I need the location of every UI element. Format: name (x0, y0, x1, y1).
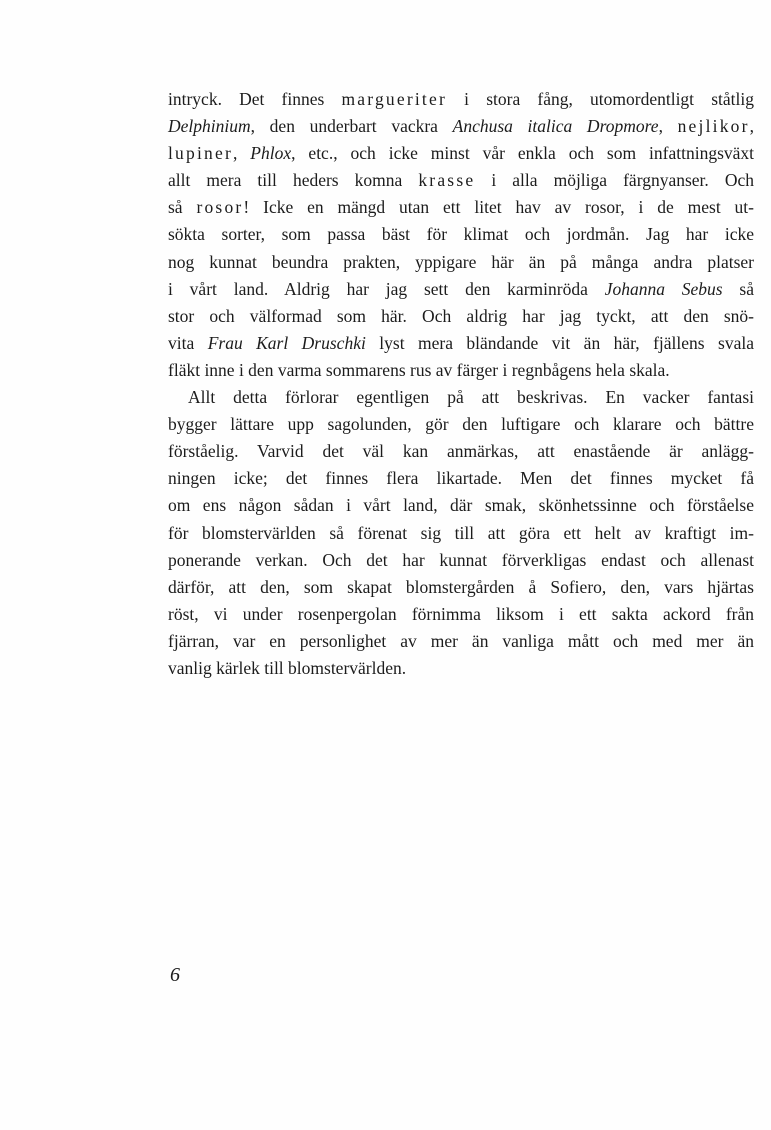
text-line (168, 601, 754, 628)
italic-text: Anchusa italica Dropmore (452, 116, 659, 137)
text-line (168, 628, 754, 655)
spaced-text: margueriter (341, 89, 447, 109)
text-line (168, 492, 754, 519)
text-run: stor och välformad som här. Och aldrig har jag tyckt, att den snö- (168, 305, 754, 326)
text-run: , (658, 116, 678, 137)
text-line (168, 465, 754, 492)
text-line (168, 330, 754, 357)
italic-text: Johanna Sebus (604, 278, 723, 299)
text-run: , (232, 143, 251, 164)
text-run: ponerande verkan. Och det har kunnat förverkligas endast och allenast (168, 549, 754, 570)
text-run: i vårt land. Aldrig har jag sett den karminröda (168, 278, 605, 299)
text-line (168, 520, 754, 547)
text-line (168, 140, 754, 167)
text-run: bygger lättare upp sagolunden, gör den luftigare och klarare och bättre (168, 414, 754, 435)
spaced-text: rosor (196, 197, 244, 218)
spaced-text: lupiner (168, 143, 233, 164)
body-text (168, 86, 754, 682)
text-line (168, 194, 754, 221)
text-run: så (168, 197, 197, 218)
text-run: , (749, 116, 755, 137)
italic-text: Frau Karl Druschki (207, 332, 366, 353)
text-run: vanlig kärlek till blomstervärlden. (168, 657, 407, 678)
text-line (168, 411, 754, 438)
text-run: nog kunnat beundra prakten, yppigare här än på många andra platser (168, 251, 754, 272)
italic-text: Phlox (250, 143, 292, 164)
text-run: vita (168, 332, 208, 353)
text-line (168, 86, 754, 113)
text-line (168, 357, 754, 384)
text-run: därför, att den, som skapat blomstergården å Sofiero, den, vars hjärtas (168, 576, 754, 597)
text-run: förståelig. Varvid det väl kan anmärkas, att enastående är anlägg- (168, 441, 754, 462)
text-run: för blomstervärlden så förenat sig till att göra ett helt av kraftigt im- (168, 522, 754, 543)
text-line (168, 655, 754, 682)
text-line (168, 221, 754, 248)
text-run: lyst mera bländande vit än här, fjällens svala (365, 332, 755, 353)
text-run: allt mera till heders komna (168, 170, 419, 191)
text-line (168, 276, 754, 303)
spaced-text: nejlikor (677, 116, 750, 137)
text-line (168, 303, 754, 330)
text-run: Allt detta förlorar egentligen på att beskrivas. En vacker fantasi (188, 387, 754, 408)
text-line (168, 249, 754, 276)
text-run: intryck. Det finnes (168, 89, 342, 109)
text-run: ! Icke en mängd utan ett litet hav av rosor, i de mest ut- (243, 197, 755, 218)
text-line (168, 438, 754, 465)
italic-text: Delphinium (168, 116, 251, 137)
text-run: , den underbart vackra (250, 116, 453, 137)
paragraph (168, 384, 754, 682)
text-line (168, 113, 754, 140)
text-run: ningen icke; det finnes flera likartade. Men det finnes mycket få (168, 468, 754, 489)
text-run: sökta sorter, som passa bäst för klimat och jordmån. Jag har icke (168, 224, 754, 245)
page-number: 6 (170, 964, 180, 986)
text-line (168, 547, 754, 574)
text-run: , etc., och icke minst vår enkla och som infattningsväxt (291, 143, 755, 164)
text-run: röst, vi under rosenpergolan förnimma liksom i ett sakta ackord från (168, 603, 754, 624)
text-line (168, 574, 754, 601)
text-run: om ens någon sådan i vårt land, där smak, skönhetssinne och förståelse (168, 495, 754, 516)
text-line (168, 384, 754, 411)
text-run: så (722, 278, 754, 299)
text-run: fläkt inne i den varma sommarens rus av färger i regnbågens hela skala. (168, 359, 670, 380)
text-run: i stora fång, utomordentligt ståtlig (447, 89, 754, 109)
paragraph (168, 86, 754, 384)
text-run: i alla möjliga färgnyanser. Och (475, 170, 755, 191)
text-line (168, 167, 754, 194)
text-run: fjärran, var en personlighet av mer än vanliga mått och med mer än (168, 630, 754, 651)
spaced-text: krasse (418, 170, 476, 191)
